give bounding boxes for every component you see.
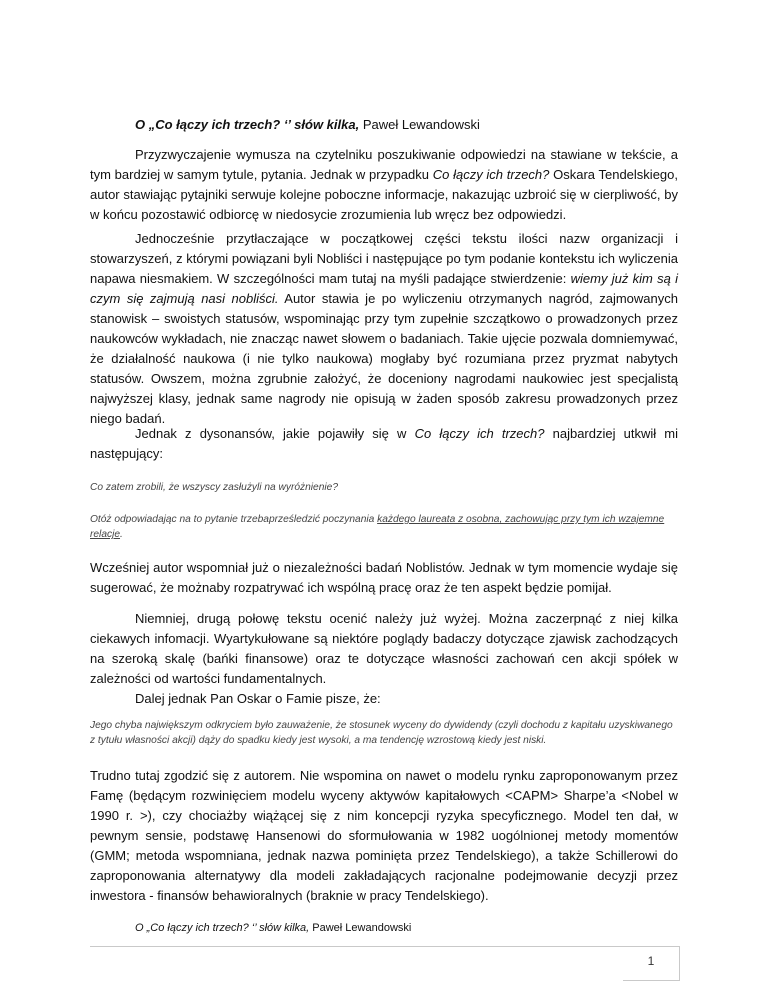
document-title (135, 117, 480, 132)
paragraph-7: Trudno tutaj zgodzić się z autorem. Nie wspomina on nawet o modelu rynku zaproponowanym przez Famę (będącym rozwinięciem modelu wyceny aktywów kapitałowych <CAPM> Sharpe’a <Nobel w 1990 r. >), czy chociażby wiążącej się z nim koncepcji ryzyka specyficznego. Model ten dał, w pewnym sensie, podstawę Hansenowi do sformułowania w 1982 uogólnionej metody momentów (GMM; metoda wspomniana, jednak nazwa pominięta przez Tendelskiego), a także Schillerowi do zaproponowania alternatywy dla modeli zakładających racjonalne podejmowanie decyzji przez inwestora - finansów behawioralnych (braknie w pracy Tendelskiego). (90, 768, 678, 903)
p3-text-italic: Co łączy ich trzech? (414, 426, 545, 441)
footer-italic: O „Co łączy ich trzech? ‘’ słów kilka, (135, 922, 310, 934)
p3-text-b: najbardziej utkwił mi następujący: (90, 426, 679, 461)
quote-1: Co zatem zrobili, że wszyscy zasłużyli na wyróżnienie? (90, 482, 338, 493)
quote-2 (90, 512, 678, 542)
p2-text-a: Jednocześnie przytłaczające w początkowej części tekstu ilości nazw organizacji i stowarzyszeń, z którymi powiązani byli Nobliści i następujące po tym podanie kontekstu ich wyliczenia napawa niesmakiem. W szczególności mam tutaj na myśli padające stwierdzenie: (90, 231, 678, 286)
paragraph-5: Niemniej, drugą połowę tekstu ocenić należy już wyżej. Można zaczerpnąć z niej kilka ciekawych infomacji. Wyartykułowane są niektóre poglądy badaczy dotyczące zjawisk zachodzących na szeroką skalę (bańki finansowe) oraz te dotyczące własności zachowań cen akcji spółek w zależności od wartości fundamentalnych. (90, 611, 678, 686)
footer-author: Paweł Lewandowski (309, 922, 412, 934)
q2-text-a: Otóż odpowiadając na to pytanie trzebaprześledzić poczynania (90, 514, 378, 525)
p2-text-italic: wiemy już kim są i czym się zajmują nasi nobliści. (90, 271, 678, 306)
paragraph-1 (90, 145, 678, 225)
paragraph-6: Dalej jednak Pan Oskar o Famie pisze, że: (135, 691, 381, 706)
title-author: Paweł Lewandowski (359, 117, 480, 132)
quote-3: Jego chyba największym odkryciem było zauważenie, że stosunek wyceny do dywidendy (czyli dochodu z kapitału uzyskiwanego z tytułu własności akcji) dąży do spadku kiedy jest wysoki, a ma tendencję wzrostową kiedy jest niski. (90, 720, 673, 746)
footer-divider (90, 946, 679, 947)
p3-text-a: Jednak z dysonansów, jakie pojawiły się w (135, 426, 415, 441)
page-footer (135, 922, 411, 934)
paragraph-4: Wcześniej autor wspomniał już o niezależności badań Noblistów. Jednak w tym momencie wydaje się sugerować, że możnaby rozpatrywać ich wspólną pracę oraz że ten aspekt będzie pomijał. (90, 560, 678, 595)
q2-text-b: . (120, 529, 123, 540)
q2-text-underlined: każdego laureata z osobna, zachowując przy tym ich wzajemne relacje (90, 514, 665, 540)
p1-text-a: Przyzwyczajenie wymusza na czytelniku poszukiwanie odpowiedzi na stawiane w tekście, a tym bardziej w samym tytule, pytania. Jednak w przypadku (90, 147, 678, 182)
p2-text-b: Autor stawia je po wyliczeniu otrzymanych nagród, zajmowanych stanowisk – swoistych statusów, wspominając przy tym zupełnie szczątkowo o prowadzonych przez naukowców wykładach, nie znacząc nawet słowem o badaniach. Takie ujęcie pozwala domniemywać, że działalność naukowa (i nie tylko naukowa) mogłaby być rozumiana przez pryzmat nabytych statusów. Owszem, można zgrubnie założyć, że doceniony nagrodami naukowiec jest specjalistą najwyższej klasy, jednak same nagrody nie opisują w żaden sposób zakresu prowadzonych przez niego badań. (90, 291, 678, 426)
page-number: 1 (623, 946, 680, 981)
p1-text-italic: Co łączy ich trzech? (432, 167, 550, 182)
title-italic: O „Co łączy ich trzech? ‘’ słów kilka, (135, 117, 360, 132)
p1-text-b: Oskara Tendelskiego, autor stawiając pytajniki serwuje kolejne poboczne informacje, nakazując uzbroić się w cierpliwość, by w końcu pozostawić odbiorcę w niedosycie zrozumienia lub wręcz bez odpowiedzi. (90, 167, 678, 222)
paragraph-2 (90, 229, 678, 429)
paragraph-3 (90, 424, 678, 464)
